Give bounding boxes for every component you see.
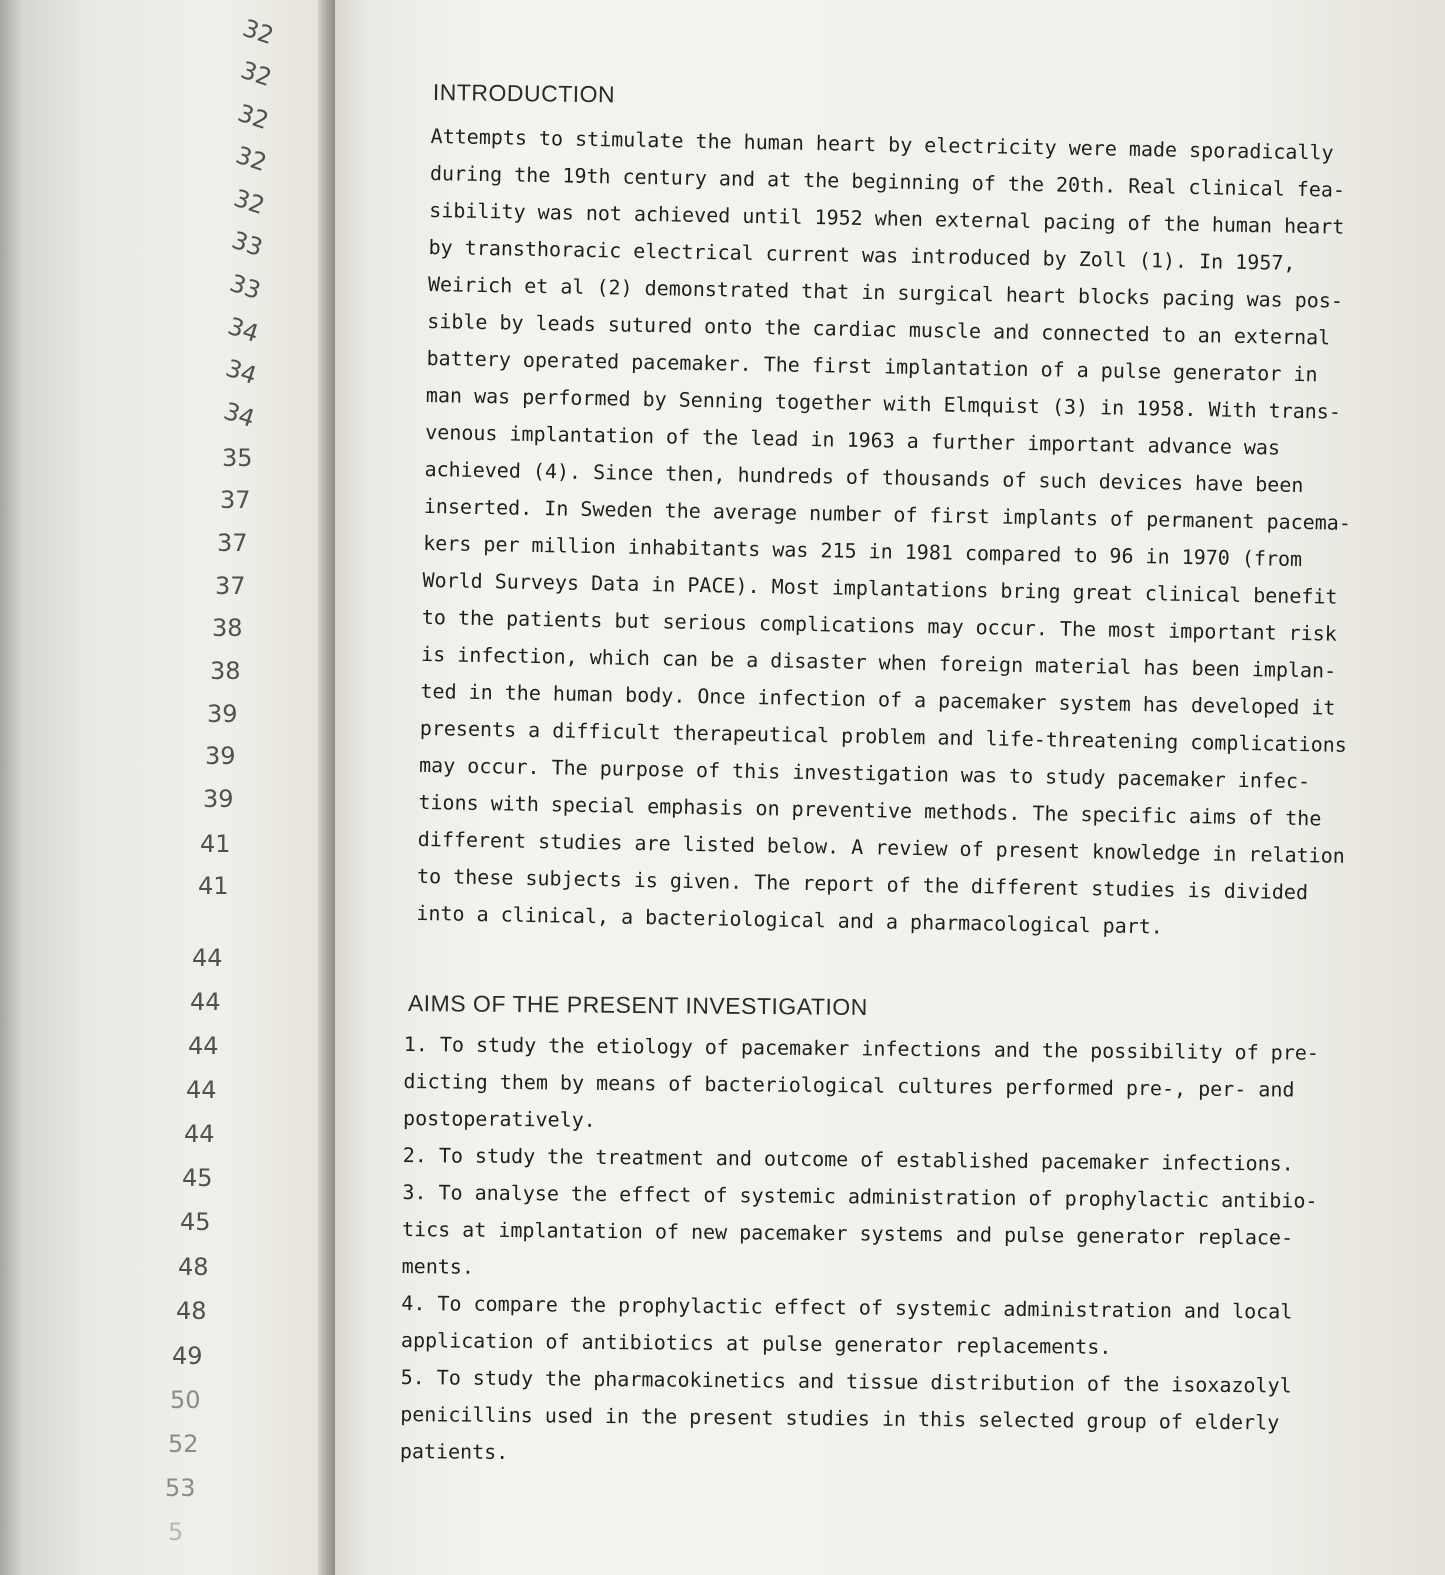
page-number: 53 [165, 1474, 196, 1502]
introduction-heading: INTRODUCTION [432, 79, 616, 108]
introduction-line: sibility was not achieved until 1952 when external pacing of the human heart [429, 197, 1345, 239]
page-number: 34 [224, 311, 263, 349]
page-number: 38 [210, 657, 241, 685]
introduction-line: during the 19th century and at the beginning of the 20th. Real clinical fea- [429, 160, 1346, 202]
aims-line: 2. To study the treatment and outcome of established pacemaker infections. [402, 1142, 1294, 1176]
page-number: 32 [239, 13, 278, 51]
page-number: 44 [192, 944, 223, 972]
aims-line: 4. To compare the prophylactic effect of systemic administration and local [401, 1290, 1293, 1324]
page-number: 33 [226, 268, 265, 306]
page-number: 33 [228, 225, 267, 263]
aims-line: tics at implantation of new pacemaker systems and pulse generator replace- [401, 1216, 1294, 1250]
aims-line: patients. [399, 1438, 509, 1465]
page-number: 48 [178, 1253, 209, 1281]
page-number: 44 [188, 1032, 219, 1060]
aims-list [400, 1026, 1404, 1480]
page-number-column [0, 0, 320, 1575]
page-number: 41 [200, 830, 231, 858]
introduction-line: World Surveys Data in PACE). Most implantations bring great clinical benefit [422, 567, 1338, 609]
page-number: 41 [198, 872, 229, 900]
aims-line: postoperatively. [403, 1105, 596, 1132]
page-number: 32 [234, 98, 273, 136]
left-page [0, 0, 335, 1575]
page-number: 32 [230, 183, 269, 221]
page-number: 39 [203, 785, 234, 813]
page-number: 35 [222, 444, 253, 472]
aims-line: ments. [401, 1253, 475, 1279]
page-number: 38 [212, 614, 243, 642]
page-number: 44 [186, 1076, 217, 1104]
aims-line: penicillins used in the present studies in this selected group of elderly [400, 1401, 1280, 1435]
page-number: 45 [182, 1164, 213, 1192]
introduction-body [416, 118, 1411, 950]
introduction-line: achieved (4). Since then, hundreds of thousands of such devices have been [424, 456, 1304, 498]
page-number: 34 [222, 353, 261, 391]
introduction-line: into a clinical, a bacteriological and a pharmacological part. [416, 900, 1164, 939]
introduction-line: ted in the human body. Once infection of a pacemaker system has developed it [420, 678, 1336, 720]
introduction-line: presents a difficult therapeutical problem and life-threatening complications [419, 715, 1348, 757]
introduction-line: venous implantation of the lead in 1963 a further important advance was [425, 419, 1281, 460]
introduction-line: is infection, which can be a disaster when foreign material has been implan- [420, 641, 1337, 683]
page-number: 5 [168, 1518, 184, 1546]
introduction-line: Attempts to stimulate the human heart by electricity were made sporadically [430, 123, 1334, 165]
page-number: 52 [168, 1430, 199, 1458]
introduction-line: different studies are listed below. A review of present knowledge in relation [417, 826, 1346, 868]
page-number: 49 [172, 1342, 203, 1370]
aims-heading: AIMS OF THE PRESENT INVESTIGATION [407, 990, 868, 1021]
introduction-line: sible by leads sutured onto the cardiac muscle and connected to an external [427, 308, 1331, 350]
page-number: 37 [220, 486, 251, 514]
introduction-line: by transthoracic electrical current was introduced by Zoll (1). In 1957, [428, 234, 1296, 275]
page-number: 44 [184, 1120, 215, 1148]
right-page [335, 0, 1445, 1575]
introduction-line: Weirich et al (2) demonstrated that in surgical heart blocks pacing was pos- [427, 271, 1344, 313]
page-number: 37 [215, 572, 246, 600]
aims-line: dicting them by means of bacteriological cultures performed pre-, per- and [403, 1068, 1295, 1102]
introduction-line: to these subjects is given. The report of the different studies is divided [416, 863, 1309, 905]
introduction-line: tions with special emphasis on preventive methods. The specific aims of the [418, 789, 1322, 831]
page-number: 50 [170, 1386, 201, 1414]
page-number: 44 [190, 988, 221, 1016]
page-number: 39 [207, 700, 238, 728]
page-number: 37 [217, 529, 248, 557]
page-number: 34 [220, 396, 259, 434]
introduction-line: to the patients but serious complications may occur. The most important risk [421, 604, 1338, 646]
page-number: 39 [205, 742, 236, 770]
page-number: 32 [232, 140, 271, 178]
introduction-line: kers per million inhabitants was 215 in 1981 compared to 96 in 1970 (from [422, 530, 1303, 572]
introduction-line: man was performed by Senning together with Elmquist (3) in 1958. With trans- [425, 382, 1342, 424]
aims-line: 1. To study the etiology of pacemaker infections and the possibility of pre- [403, 1031, 1320, 1065]
page-number: 48 [176, 1297, 207, 1325]
introduction-line: may occur. The purpose of this investigation was to study pacemaker infec- [418, 752, 1311, 794]
aims-line: 3. To analyse the effect of systemic administration of prophylactic antibio- [402, 1179, 1318, 1213]
aims-line: 5. To study the pharmacokinetics and tissue distribution of the isoxazolyl [400, 1364, 1292, 1398]
page-number: 32 [237, 55, 276, 93]
introduction-line: inserted. In Sweden the average number of first implants of permanent pacema- [423, 493, 1352, 535]
introduction-line: battery operated pacemaker. The first implantation of a pulse generator in [426, 345, 1318, 387]
aims-line: application of antibiotics at pulse generator replacements. [400, 1327, 1112, 1359]
page-number: 45 [180, 1208, 211, 1236]
